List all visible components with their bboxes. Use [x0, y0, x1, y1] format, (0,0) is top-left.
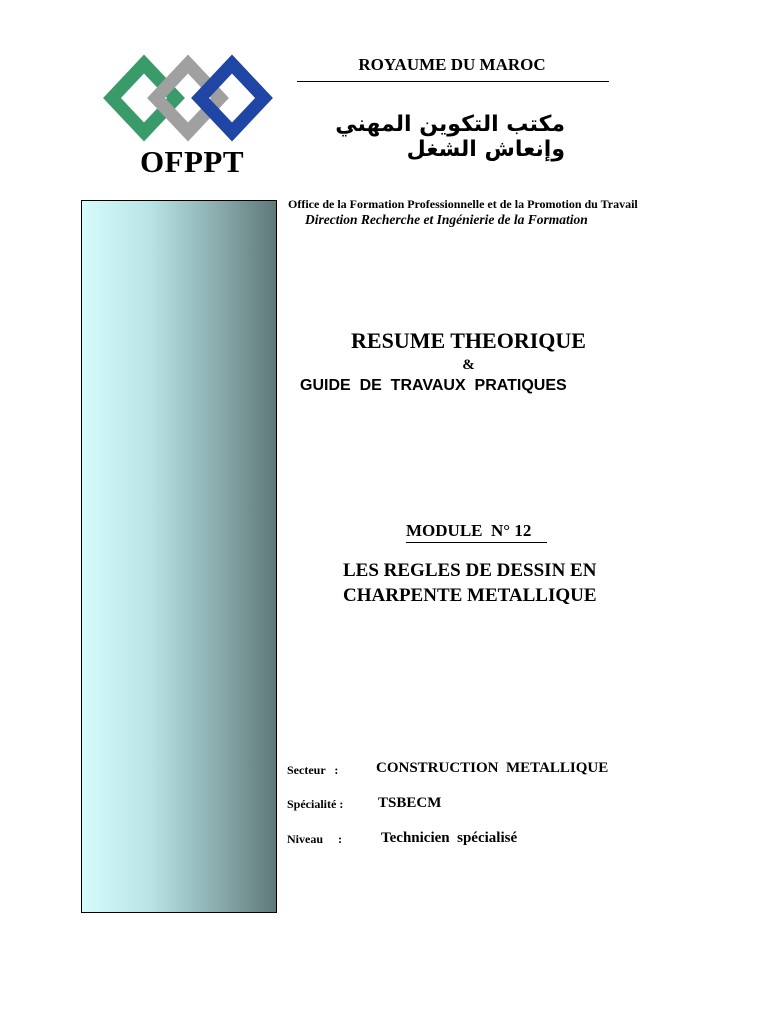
niveau-label: Niveau :	[287, 832, 342, 846]
direction-name: Direction Recherche et Ingénierie de la Formation	[305, 212, 588, 227]
specialite-value: TSBECM	[378, 795, 442, 811]
specialite-label: Spécialité :	[287, 797, 344, 811]
module-number: MODULE N° 12	[406, 521, 532, 540]
document-title: RESUME THEORIQUE	[351, 328, 586, 353]
kingdom-underline	[297, 81, 609, 82]
secteur-label: Secteur :	[287, 763, 339, 777]
office-name: Office de la Formation Professionnelle et de la Promotion du Travail	[288, 197, 638, 211]
ofppt-logo	[103, 52, 273, 147]
module-subject-line-1: LES REGLES DE DESSIN EN	[343, 560, 597, 581]
module-underline	[406, 542, 547, 543]
document-subtitle: GUIDE DE TRAVAUX PRATIQUES	[300, 377, 567, 394]
logo-gray-diamond	[156, 64, 220, 132]
arabic-organization-name: مكتب التكوين المهني وإنعاش الشغل	[335, 112, 565, 162]
kingdom-heading: ROYAUME DU MAROC	[358, 55, 546, 74]
secteur-value: CONSTRUCTION METALLIQUE	[376, 760, 609, 776]
logo-green-diamond	[112, 64, 176, 132]
title-ampersand: &	[462, 357, 475, 373]
sidebar-gradient-panel	[81, 200, 277, 913]
logo-blue-diamond	[200, 64, 264, 132]
module-subject-line-2: CHARPENTE METALLIQUE	[343, 585, 597, 606]
logo-text: OFPPT	[139, 144, 245, 179]
niveau-value: Technicien spécialisé	[381, 830, 518, 846]
